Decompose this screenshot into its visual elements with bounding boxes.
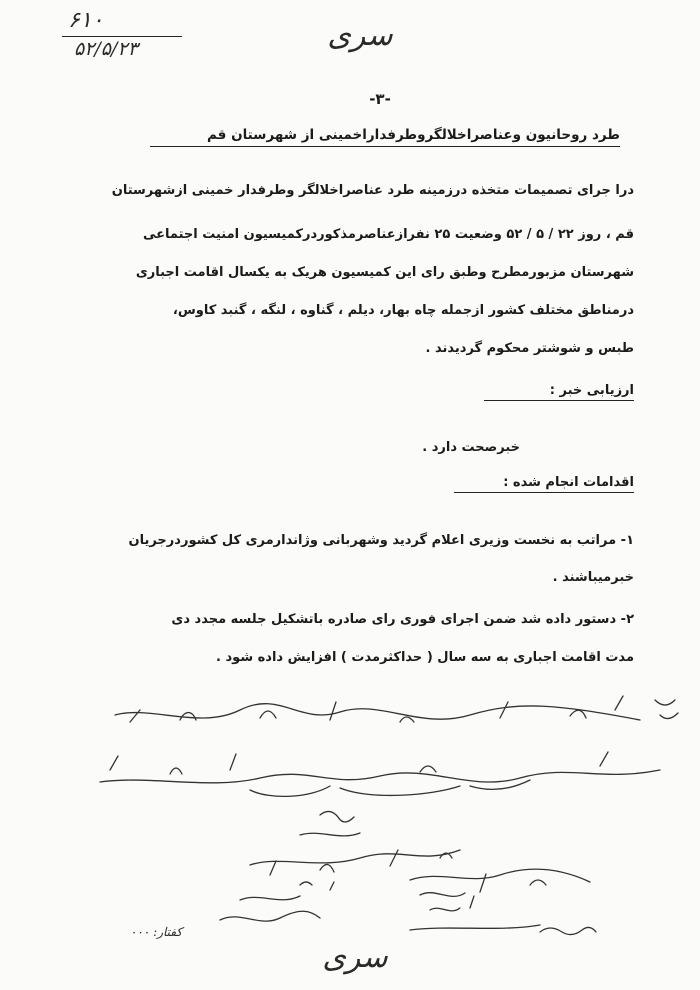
body-line: قم ، روز ۲۲ / ۵ / ۵۲ وضعیت ۲۵ نفرازعناصرمذکوردرکمیسیون امنیت اجتماعی bbox=[142, 227, 634, 242]
body-line: درا جرای تصمیمات متخذه درزمینه طرد عناصراخلالگر وطرفدار خمینی ازشهرستان bbox=[111, 183, 634, 198]
action-item: ۱- مراتب به نخست وزیری اعلام گردید وشهربانی وژاندارمری کل کشوردرجریان bbox=[128, 533, 634, 548]
actions-heading: اقدامات انجام شده : bbox=[454, 475, 634, 493]
body-line: شهرستان مزبورمطرح وطبق رای این کمیسیون هریک به یکسال اقامت اجباری bbox=[135, 265, 634, 280]
reference-date: ۵۲/۵/۲۳ bbox=[74, 38, 138, 60]
classification-top: سری bbox=[327, 18, 393, 53]
body-line: درمناطق مختلف کشور ازجمله چاه بهار، دیلم ، گناوه ، لنگه ، گنبد کاوس، bbox=[172, 303, 634, 318]
action-item: خبرمیباشند . bbox=[552, 570, 634, 585]
classification-bottom: سری bbox=[322, 940, 388, 975]
archive-label: کفتار: ۰۰۰ bbox=[130, 925, 183, 939]
reference-underline bbox=[62, 36, 182, 37]
body-line: طبس و شوشتر محکوم گردیدند . bbox=[425, 341, 634, 356]
assessment-heading: ارزیابی خبر : bbox=[484, 383, 634, 401]
reference-number: ۶۱۰ bbox=[68, 8, 104, 33]
action-item: مدت اقامت اجباری به سه سال ( حداکثرمدت ) افزایش داده شود . bbox=[216, 650, 634, 665]
section-number: -۳- bbox=[369, 90, 391, 108]
action-item: ۲- دستور داده شد ضمن اجرای فوری رای صادره باتشکیل جلسه مجدد دی bbox=[171, 612, 634, 627]
assessment-text: خبرصحت دارد . bbox=[422, 440, 520, 455]
subject-line: طرد روحانیون وعناصراخلالگروطرفداراخمینی از شهرستان قم bbox=[150, 127, 620, 147]
